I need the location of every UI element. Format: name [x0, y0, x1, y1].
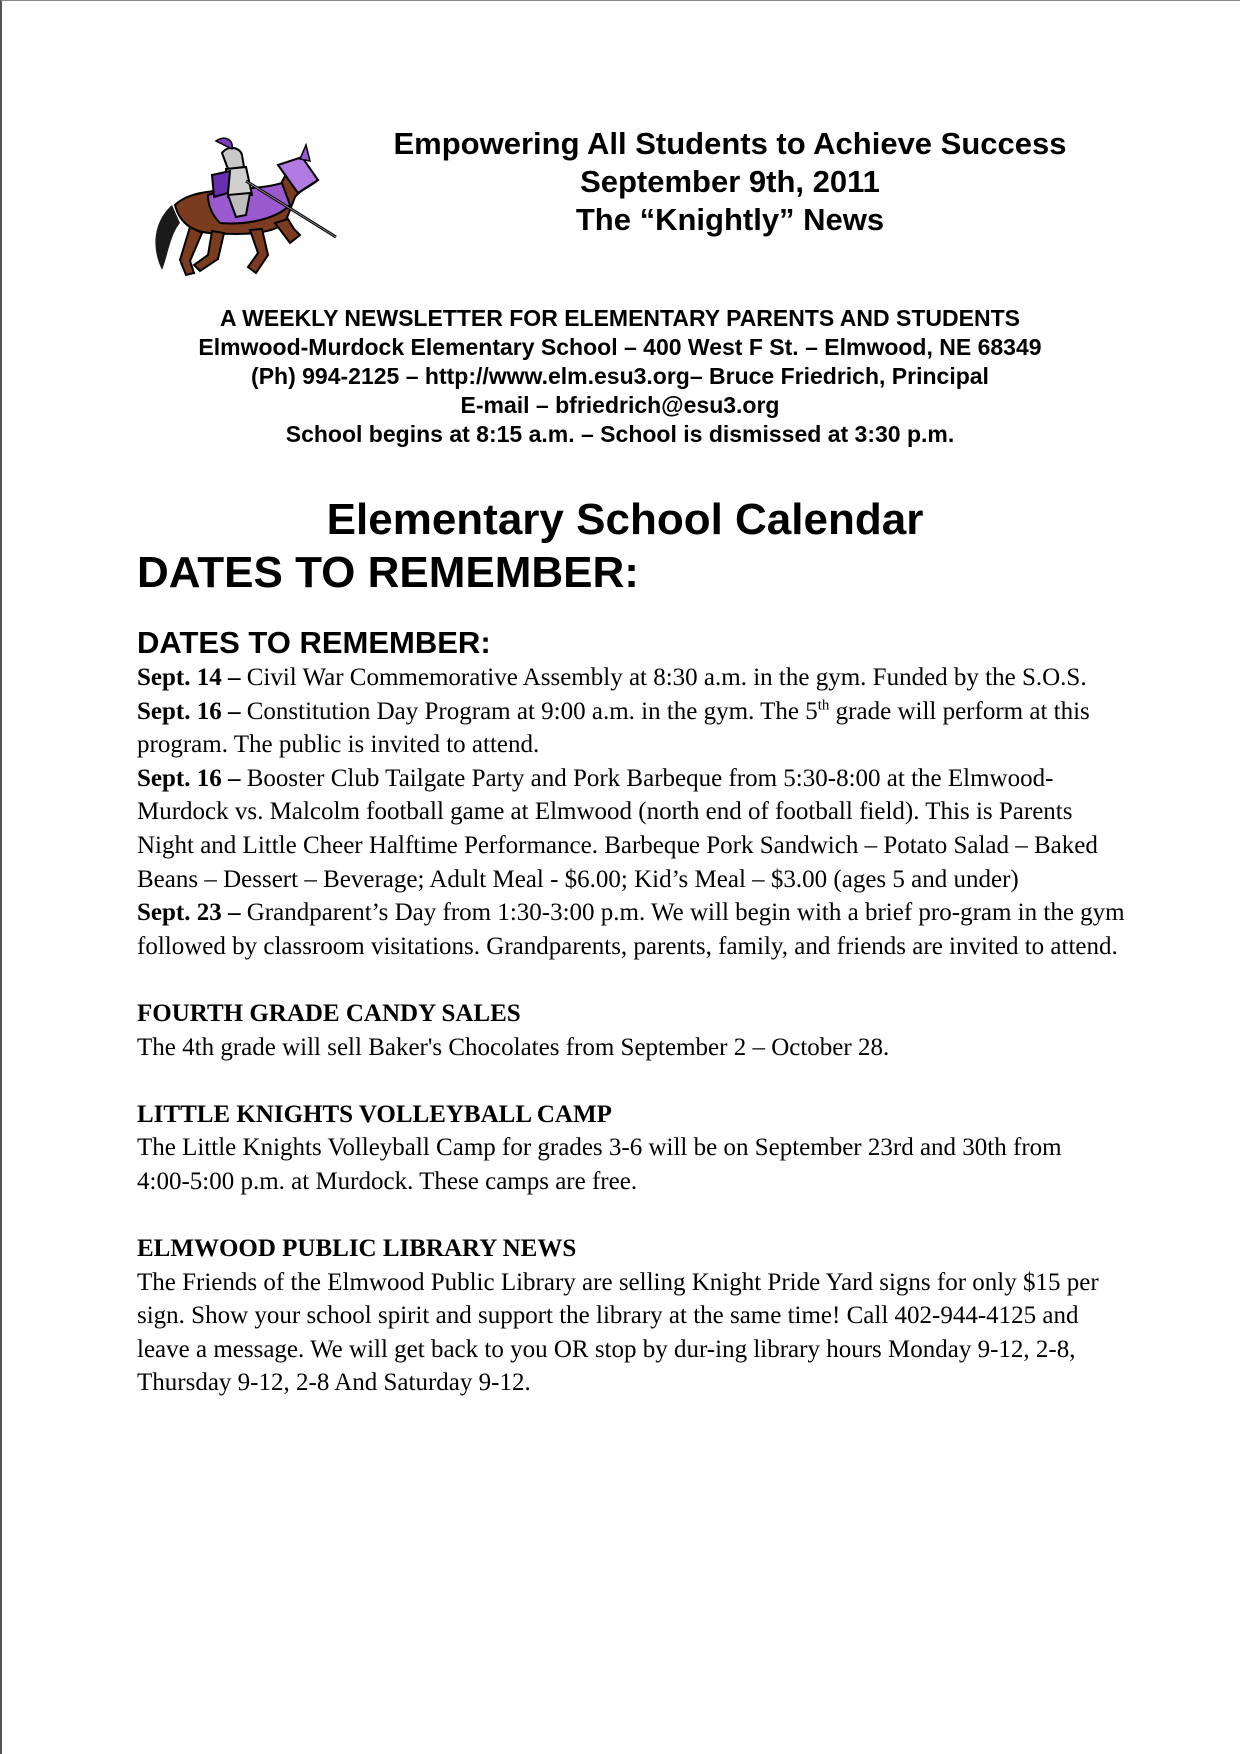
school-info-block: [100, 304, 1140, 449]
header-title-block: [340, 125, 1120, 239]
volleyball-camp-text-continued: 4:00-5:00 p.m. at Murdock. These camps are free.: [137, 1167, 638, 1195]
event-text: Constitution Day Program at 9:00 a.m. in the gym. The 5: [240, 697, 818, 725]
event-date: Sept. 14 –: [137, 664, 241, 691]
dates-heading-large: DATES TO REMEMBER:: [137, 548, 639, 597]
event-date: Sept. 16 –: [137, 697, 241, 725]
event-text-superscript: th: [817, 697, 830, 714]
info-phone-website: (Ph) 994-2125 – http://www.elm.esu3.org– Bruce Friedrich, Principal: [251, 363, 989, 389]
candy-sales-text: The 4th grade will sell Baker's Chocolates from September 2 – October 28.: [137, 1033, 890, 1061]
event-date: Sept. 23 –: [137, 899, 241, 927]
header-newsletter-title: The “Knightly” News: [575, 202, 885, 237]
info-school-address: Elmwood-Murdock Elementary School – 400 West F St. – Elmwood, NE 68349: [198, 334, 1042, 360]
calendar-title: Elementary School Calendar: [326, 495, 924, 544]
dates-heading-small: DATES TO REMEMBER:: [137, 625, 491, 660]
info-email: E-mail – bfriedrich@esu3.org: [460, 392, 780, 418]
library-news-section: [137, 1232, 1127, 1400]
newsletter-content: [137, 661, 1127, 1400]
event-item: [137, 762, 1127, 896]
volleyball-camp-text: The Little Knights Volleyball Camp for grades 3-6 will be on September 23rd and 30th from: [137, 1134, 1062, 1162]
volleyball-camp-heading: LITTLE KNIGHTS VOLLEYBALL CAMP: [137, 1100, 612, 1128]
knight-mascot-icon: [150, 135, 340, 290]
info-newsletter-type: A WEEKLY NEWSLETTER FOR ELEMENTARY PARENTS AND STUDENTS: [220, 305, 1020, 331]
candy-sales-section: [137, 997, 1127, 1064]
header-motto: Empowering All Students to Achieve Success: [393, 126, 1067, 161]
library-news-text: The Friends of the Elmwood Public Library are selling Knight Pride Yard signs for only $15 per sign. Show your school spirit and support the library at the same time! Call 402-944-4125 and leave a message. We will get back to you OR stop by dur-ing library hours Monday 9-12, 2-8, Thursday 9-12, 2-8 And Saturday 9-12.: [137, 1268, 1099, 1397]
event-text: Booster Club Tailgate Party and Pork Barbeque from 5:30-8:00 at the Elmwood-Murdock vs. Malcolm football game at Elmwood (north end of football field). This is Parents Night and Little Cheer Halftime Performance. Barbeque Pork Sandwich – Potato Salad – Baked Beans – Dessert – Beverage; Adult Meal - $6.00; Kid’s Meal – $3.00 (ages 5 and under): [137, 764, 1098, 893]
event-item: [137, 661, 1127, 695]
info-school-hours: School begins at 8:15 a.m. – School is dismissed at 3:30 p.m.: [285, 421, 955, 447]
event-date: Sept. 16 –: [137, 764, 241, 792]
event-text: Civil War Commemorative Assembly at 8:30 a.m. in the gym. Funded by the S.O.S.: [240, 664, 1087, 691]
header-date: September 9th, 2011: [580, 164, 880, 199]
volleyball-camp-section: [137, 1098, 1127, 1199]
event-text: Grandparent’s Day from 1:30-3:00 p.m. We will begin with a brief pro-gram in the gym followed by classroom visitations. Grandparents, parents, family, and friends are invited to attend.: [137, 899, 1125, 960]
library-news-heading: ELMWOOD PUBLIC LIBRARY NEWS: [137, 1235, 577, 1263]
candy-sales-heading: FOURTH GRADE CANDY SALES: [137, 999, 521, 1027]
event-item: [137, 896, 1127, 963]
event-item: [137, 695, 1127, 762]
event-text: grade will perform at this program. The public is invited to attend.: [137, 697, 1090, 759]
